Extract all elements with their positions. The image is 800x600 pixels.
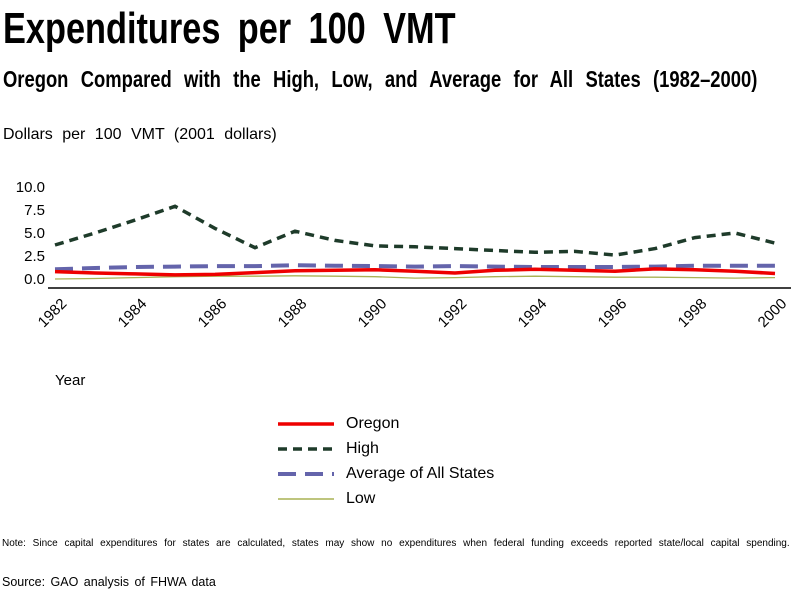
legend-label-low: Low	[346, 489, 376, 507]
x-tick-label: 1990	[354, 295, 391, 331]
x-axis-title: Year	[55, 372, 86, 389]
y-axis-title: Dollars per 100 VMT (2001 dollars)	[3, 126, 277, 143]
legend-label-average-of-all-states: Average of All States	[346, 464, 495, 482]
line-chart-plot	[0, 170, 800, 300]
page-title: Expenditures per 100 VMT	[3, 4, 456, 53]
x-tick-label: 1984	[114, 295, 151, 331]
chart-subtitle: Oregon Compared with the High, Low, and Average for All States (1982–2000)	[3, 66, 758, 92]
legend-row-high	[278, 436, 494, 461]
x-tick-label: 1992	[434, 295, 471, 331]
y-tick-label: 0.0	[24, 271, 45, 288]
legend-row-oregon	[278, 411, 494, 436]
legend-swatch-average-of-all-states	[278, 469, 334, 479]
source-text: Source: GAO analysis of FHWA data	[2, 575, 216, 589]
x-tick-label: 1988	[274, 295, 311, 331]
legend-row-average-of-all-states	[278, 461, 494, 486]
y-tick-label: 7.5	[24, 202, 45, 219]
x-tick-label: 1998	[674, 295, 711, 331]
chart-legend	[278, 411, 494, 511]
x-tick-label: 1986	[194, 295, 231, 331]
x-tick-label: 2000	[754, 295, 791, 331]
y-tick-label: 2.5	[24, 248, 45, 265]
x-tick-label: 1982	[34, 295, 71, 331]
x-tick-label: 1994	[514, 295, 551, 331]
series-line-high	[55, 206, 775, 255]
legend-label-oregon: Oregon	[346, 414, 400, 432]
legend-row-low	[278, 486, 494, 511]
y-tick-label: 10.0	[15, 179, 45, 196]
legend-swatch-high	[278, 444, 334, 454]
legend-swatch-oregon	[278, 419, 334, 429]
legend-swatch-low	[278, 494, 334, 504]
note-text: Note: Since capital expenditures for states are calculated, states may show no expenditures when federal funding exceeds reported state/local capital spending.	[2, 538, 790, 549]
x-tick-label: 1996	[594, 295, 631, 331]
series-line-oregon	[55, 269, 775, 275]
legend-label-high: High	[346, 439, 379, 457]
y-tick-label: 5.0	[24, 225, 45, 242]
